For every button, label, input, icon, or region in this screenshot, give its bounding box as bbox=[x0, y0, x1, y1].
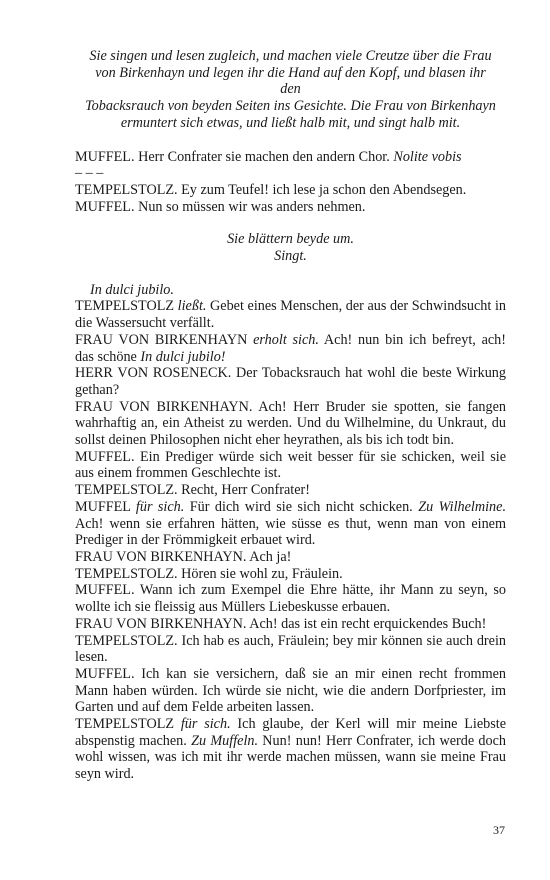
speech-birkenhayn-3: FRAU VON BIRKENHAYN. Ach ja! bbox=[75, 548, 292, 565]
speech-roseneck-1: HERR VON ROSENECK. Der Tobacksrauch hat wohl die beste Wirkung gethan? bbox=[75, 365, 506, 398]
speaker: MUFFEL bbox=[75, 498, 136, 515]
speech-muffel-2: MUFFEL. Nun so müssen wir was anders nehmen. bbox=[75, 198, 366, 215]
stage-note: Zu Muffeln. bbox=[191, 732, 259, 749]
speech-muffel-4 bbox=[75, 499, 506, 549]
speech-muffel-1 bbox=[75, 149, 506, 166]
stage-direction-1 bbox=[75, 48, 506, 132]
sd1-line: Tobacksrauch von beyden Seiten ins Gesichte. Die Frau von Birkenhayn bbox=[85, 98, 496, 115]
sd2-line: Sie blättern beyde um. bbox=[227, 231, 354, 248]
speech-tempelstolz-1: TEMPELSTOLZ. Ey zum Teufel! ich lese ja schon den Abendsegen. bbox=[75, 181, 467, 198]
stage-direction-2 bbox=[75, 231, 506, 264]
latin-phrase: Nolite vobis bbox=[393, 148, 462, 165]
song-line: In dulci jubilo. bbox=[90, 281, 174, 298]
speech-text: Ich glaube, der Kerl will mir meine Liebste abspenstig machen. bbox=[75, 716, 506, 749]
speaker: FRAU VON BIRKENHAYN bbox=[75, 331, 254, 348]
sd1-line: ermuntert sich etwas, und ließt halb mit, und singt halb mit. bbox=[120, 114, 461, 131]
stage-note: Zu Wilhelmine. bbox=[418, 498, 506, 515]
speech-text: Ach! nun bin ich befreyt, ach! das schöne bbox=[75, 331, 506, 365]
speech-birkenhayn-2: FRAU VON BIRKENHAYN. Ach! Herr Bruder sie spotten, sie fangen wahrhaftig an, ein Atheist zu werden. Und du Wilhelmine, du Unkraut, du sollst deinen Philosophen nicht eher heyrathen, als bis ich todt bin. bbox=[75, 398, 506, 449]
speech-text: Gebet eines Menschen, der aus der Schwindsucht in die Wassersucht verfällt. bbox=[75, 298, 506, 332]
sd2-line: Singt. bbox=[274, 248, 307, 265]
page-number: 37 bbox=[493, 823, 505, 837]
speech-text: MUFFEL. Herr Confrater sie machen den andern Chor. bbox=[75, 148, 394, 165]
sd1-line: von Birkenhayn und legen ihr die Hand auf den Kopf, und blasen ihr bbox=[95, 64, 486, 81]
stage-note: für sich. bbox=[135, 498, 185, 515]
speech-text: Nun! nun! Herr Confrater, ich werde doch wohl wissen, was ich mit ihr werde machen müssen, wann sie meine Frau seyn wird. bbox=[75, 732, 506, 783]
speech-tempelstolz-3: TEMPELSTOLZ. Recht, Herr Confrater! bbox=[75, 482, 310, 499]
speech-birkenhayn-1 bbox=[75, 332, 506, 365]
speaker: TEMPELSTOLZ bbox=[75, 716, 181, 733]
speech-tempelstolz-2 bbox=[75, 298, 506, 331]
stage-note: ließt. bbox=[177, 298, 207, 315]
sd1-line: den bbox=[280, 81, 301, 98]
speech-tempelstolz-5: TEMPELSTOLZ. Ich hab es auch, Fräulein; bey mir können sie auch drein lesen. bbox=[75, 632, 506, 666]
speech-tempelstolz-6 bbox=[75, 716, 506, 783]
page-body bbox=[75, 48, 506, 783]
song-title: In dulci jubilo! bbox=[140, 348, 226, 365]
speech-tempelstolz-4: TEMPELSTOLZ. Hören sie wohl zu, Fräulein. bbox=[75, 565, 343, 582]
stage-note: erholt sich. bbox=[253, 331, 319, 348]
speech-muffel-5: MUFFEL. Wann ich zum Exempel die Ehre hätte, ihr Mann zu seyn, so wollte ich sie fleissig aus Müllers Liebeskusse erbauen. bbox=[75, 582, 506, 616]
speech-text: Für dich wird sie sich nicht schicken. bbox=[184, 498, 419, 515]
speech-muffel-3: MUFFEL. Ein Prediger würde sich weit besser für sie schicken, weil sie aus einem frommen Geschlechte ist. bbox=[75, 448, 506, 482]
speech-muffel-6: MUFFEL. Ich kan sie versichern, daß sie an mir einen recht frommen Mann haben würden. Ich würde sie nicht, wie die andern Dorfpriester, im Garten und auf dem Felde arbeiten lassen. bbox=[75, 665, 506, 716]
speaker: TEMPELSTOLZ bbox=[75, 298, 178, 315]
speech-birkenhayn-4: FRAU VON BIRKENHAYN. Ach! das ist ein recht erquickendes Buch! bbox=[75, 615, 487, 632]
dash-line: – – – bbox=[75, 165, 104, 182]
sd1-line: Sie singen und lesen zugleich, und machen viele Creutze über die Frau bbox=[89, 48, 492, 64]
stage-note: für sich. bbox=[180, 716, 231, 733]
speech-text: Ach! wenn sie erfahren hätten, wie süsse es thut, wenn man von einem Prediger in der Frömmigkeit erbauet wird. bbox=[75, 515, 506, 549]
